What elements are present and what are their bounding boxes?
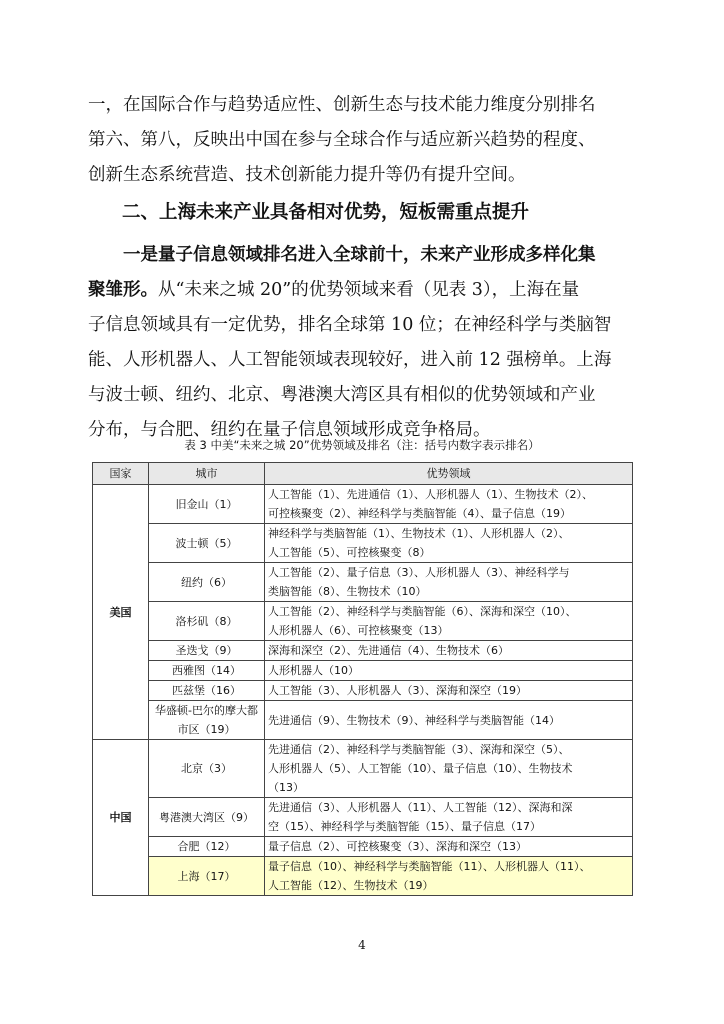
fields-line: 空（15）、神经科学与类脑智能（15）、量子信息（17）	[268, 820, 541, 833]
city-cell: 上海（17）	[149, 857, 265, 896]
table-row	[93, 681, 633, 701]
country-cell: 中国	[93, 740, 149, 896]
header-fields: 优势领域	[265, 463, 633, 485]
table-row	[93, 563, 633, 602]
city-cell: 合肥（12）	[149, 837, 265, 857]
page-number: 4	[358, 938, 366, 952]
fields-line: 人工智能（2）、量子信息（3）、人形机器人（3）、神经科学与	[268, 566, 570, 579]
city-cell: 波士顿（5）	[149, 524, 265, 563]
fields-cell	[265, 681, 633, 701]
fields-cell	[265, 837, 633, 857]
table-row	[93, 740, 633, 798]
fields-cell	[265, 701, 633, 740]
city-cell: 旧金山（1）	[149, 485, 265, 524]
city-cell: 洛杉矶（8）	[149, 602, 265, 641]
fields-line: 先进通信（3）、人形机器人（11）、人工智能（12）、深海和深	[268, 801, 573, 814]
fields-cell	[265, 485, 633, 524]
fields-cell	[265, 641, 633, 661]
table-row	[93, 661, 633, 681]
lead-bold-text: 一是量子信息领域排名进入全球前十，未来产业形成多样化集	[123, 245, 596, 265]
header-city: 城市	[149, 463, 265, 485]
fields-line: 神经科学与类脑智能（1）、生物技术（1）、人形机器人（2）、	[268, 527, 570, 540]
fields-cell	[265, 857, 633, 896]
country-cell: 美国	[93, 485, 149, 740]
city-cell: 匹兹堡（16）	[149, 681, 265, 701]
fields-line: 人工智能（3）、人形机器人（3）、深海和深空（19）	[268, 684, 527, 697]
fields-line: 量子信息（2）、可控核聚变（3）、深海和深空（13）	[268, 840, 527, 853]
city-cell: 圣迭戈（9）	[149, 641, 265, 661]
intro-line: 创新生态系统营造、技术创新能力提升等仍有提升空间。	[88, 165, 526, 185]
fields-line: 先进通信（9）、生物技术（9）、神经科学与类脑智能（14）	[268, 713, 560, 727]
table-row	[93, 641, 633, 661]
table-row	[93, 485, 633, 524]
fields-line: 可控核聚变（2）、神经科学与类脑智能（4）、量子信息（19）	[268, 507, 571, 520]
fields-line: （13）	[268, 781, 304, 794]
body-line: 与波士顿、纽约、北京、粤港澳大湾区具有相似的优势领域和产业	[88, 385, 596, 405]
header-country: 国家	[93, 463, 149, 485]
fields-cell	[265, 524, 633, 563]
fields-line: 人工智能（5）、可控核聚变（8）	[268, 546, 431, 559]
body-line: 能、人形机器人、人工智能领域表现较好，进入前 12 强榜单。上海	[88, 350, 612, 370]
fields-line: 类脑智能（8）、生物技术（10）	[268, 585, 427, 598]
section-heading: 二、上海未来产业具备相对优势，短板需重点提升	[122, 202, 530, 223]
body-line: 子信息领域具有一定优势，排名全球第 10 位；在神经科学与类脑智	[88, 315, 612, 335]
table-row	[93, 524, 633, 563]
intro-line: 第六、第八，反映出中国在参与全球合作与适应新兴趋势的程度、	[88, 130, 596, 150]
intro-paragraph	[88, 88, 636, 193]
body-line	[88, 273, 636, 308]
table-header-row	[93, 463, 633, 485]
city-cell: 粤港澳大湾区（9）	[149, 798, 265, 837]
fields-cell	[265, 798, 633, 837]
body-text: 从“未来之城 20”的优势领域来看（见表 3），上海在量	[158, 280, 580, 300]
table-row	[93, 798, 633, 837]
fields-cell	[265, 563, 633, 602]
city-cell: 西雅图（14）	[149, 661, 265, 681]
advantage-table	[92, 462, 633, 896]
fields-line: 人形机器人（6）、可控核聚变（13）	[268, 624, 449, 637]
table-row	[93, 701, 633, 740]
lead-bold-text: 聚雏形。	[88, 280, 158, 300]
intro-line: 一，在国际合作与趋势适应性、创新生态与技术能力维度分别排名	[88, 95, 596, 115]
table-row	[93, 857, 633, 896]
body-line	[88, 238, 636, 273]
fields-line: 先进通信（2）、神经科学与类脑智能（3）、深海和深空（5）、	[268, 743, 570, 756]
fields-cell	[265, 661, 633, 681]
fields-line: 人工智能（12）、生物技术（19）	[268, 879, 434, 892]
fields-cell	[265, 740, 633, 798]
city-cell: 北京（3）	[149, 740, 265, 798]
table-row	[93, 837, 633, 857]
city-cell: 华盛顿-巴尔的摩大都市区（19）	[149, 701, 265, 740]
fields-line: 量子信息（10）、神经科学与类脑智能（11）、人形机器人（11）、	[268, 860, 591, 873]
body-line: 分布，与合肥、纽约在量子信息领域形成竞争格局。	[88, 420, 491, 440]
city-cell: 纽约（6）	[149, 563, 265, 602]
table-caption: 表 3 中美“未来之城 20”优势领域及排名（注：括号内数字表示排名）	[184, 438, 540, 452]
body-paragraph	[88, 238, 636, 448]
fields-line: 人工智能（1）、先进通信（1）、人形机器人（1）、生物技术（2）、	[268, 488, 593, 501]
fields-line: 人工智能（2）、神经科学与类脑智能（6）、深海和深空（10）、	[268, 605, 577, 618]
fields-line: 深海和深空（2）、先进通信（4）、生物技术（6）	[268, 644, 509, 657]
fields-line: 人形机器人（10）	[268, 664, 359, 677]
fields-line: 人形机器人（5）、人工智能（10）、量子信息（10）、生物技术	[268, 762, 573, 775]
table-row	[93, 602, 633, 641]
fields-cell	[265, 602, 633, 641]
